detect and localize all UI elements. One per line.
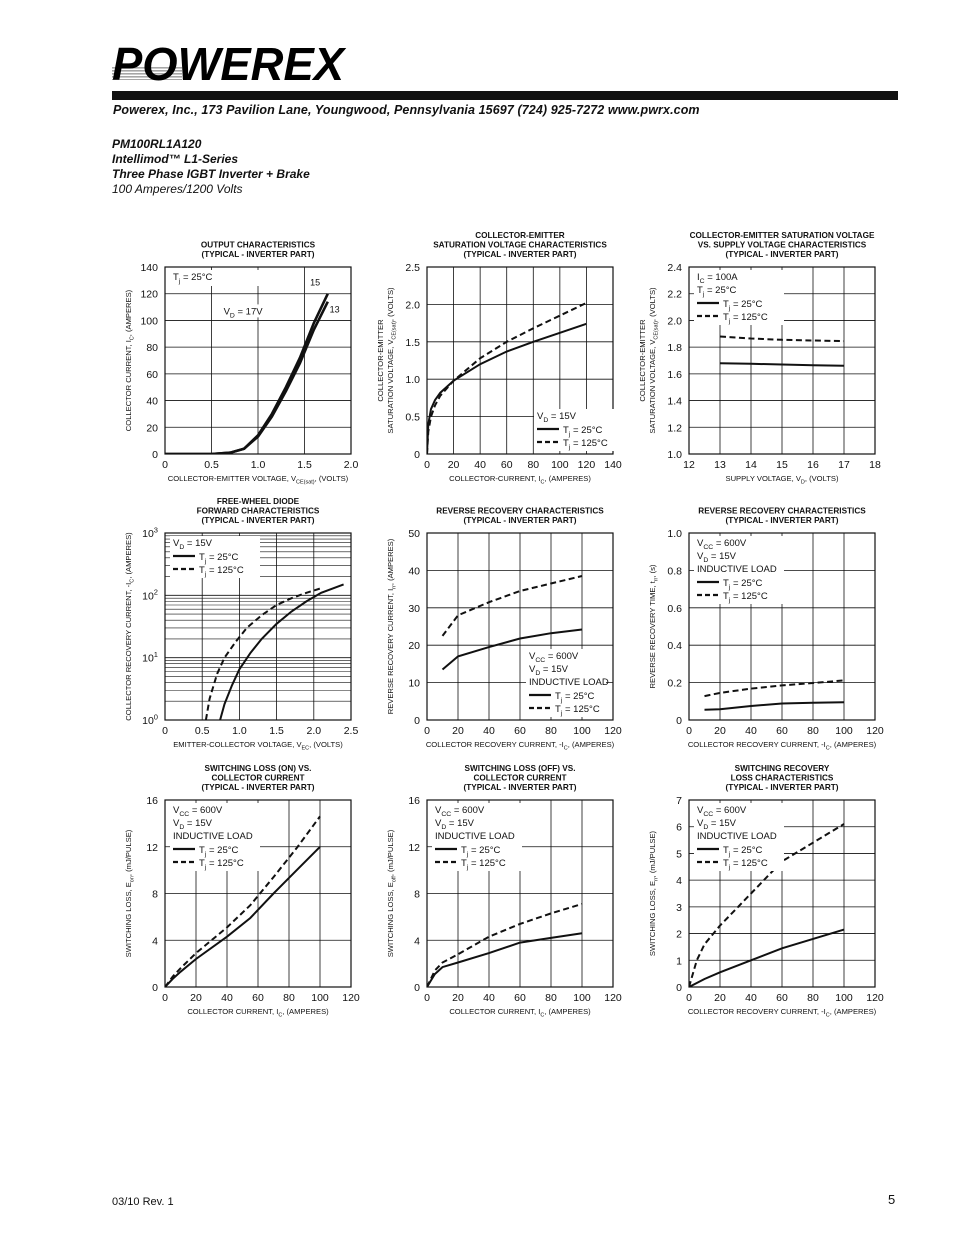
x-tick-label: 120 — [604, 725, 622, 737]
chart-title: (TYPICAL - INVERTER PART) — [463, 250, 577, 259]
chart-title: (TYPICAL - INVERTER PART) — [201, 516, 315, 525]
x-tick-label: 40 — [474, 459, 486, 471]
y-tick-label: 0.2 — [667, 677, 682, 690]
product-description: Three Phase IGBT Inverter + Brake — [112, 167, 310, 181]
chart-title: (TYPICAL - INVERTER PART) — [201, 250, 315, 259]
y-tick-label: 0 — [676, 715, 682, 727]
annotation-text: $V_D = 15V$ — [173, 818, 213, 831]
annotation-text: INDUCTIVE LOAD — [697, 831, 777, 842]
annotation-text: $V_D = 15V$ — [435, 818, 475, 831]
x-tick-label: 100 — [551, 459, 569, 471]
y-tick-label: 1 — [676, 955, 682, 968]
x-tick-label: 100 — [573, 725, 591, 737]
x-tick-label: 20 — [714, 725, 726, 737]
y-tick-label: 0 — [414, 449, 420, 461]
legend-label: $T_j = 25^\circ C$ — [461, 845, 501, 858]
x-tick-label: 2.5 — [343, 725, 359, 737]
legend-label: $T_j = 25^\circ C$ — [563, 425, 603, 438]
chart-title: (TYPICAL - INVERTER PART) — [725, 516, 839, 525]
x-axis-label: COLLECTOR RECOVERY CURRENT, $-I_C$, (AMPERES) — [687, 740, 877, 752]
chart-title: COLLECTOR CURRENT — [211, 773, 305, 783]
annotation-text: $T_j = 25^\circ C$ — [173, 272, 213, 285]
x-tick-label: 80 — [807, 725, 819, 737]
y-tick-label: $10^0$ — [142, 712, 158, 727]
legend-label: $T_j = 25^\circ C$ — [723, 299, 763, 312]
x-tick-label: 80 — [807, 992, 819, 1004]
y-tick-label: 100 — [140, 315, 158, 328]
chart-title: SWITCHING RECOVERY — [734, 764, 830, 773]
legend-label: $T_j = 125^\circ C$ — [723, 858, 768, 871]
y-tick-label: 50 — [408, 528, 420, 540]
chart-title: COLLECTOR CURRENT — [473, 773, 567, 783]
curve-label: 13 — [329, 304, 340, 315]
x-tick-label: 2.0 — [343, 459, 359, 471]
annotation-text: INDUCTIVE LOAD — [529, 677, 609, 688]
x-tick-label: 1.0 — [250, 459, 266, 471]
y-tick-label: 120 — [140, 288, 158, 301]
x-tick-label: 0 — [162, 459, 168, 471]
x-tick-label: 0.5 — [194, 725, 210, 737]
part-number: PM100RL1A120 — [112, 137, 202, 151]
y-tick-label: 30 — [408, 602, 420, 615]
x-tick-label: 16 — [807, 459, 819, 471]
x-tick-label: 1.5 — [297, 459, 312, 471]
chart-title: REVERSE RECOVERY CHARACTERISTICS — [698, 506, 866, 516]
x-tick-label: 2.0 — [306, 725, 322, 737]
y-tick-label: $10^1$ — [142, 649, 158, 665]
chart-title: (TYPICAL - INVERTER PART) — [463, 783, 577, 792]
annotation-text: $I_C = 100A$ — [697, 272, 738, 285]
legend-label: $T_j = 125^\circ C$ — [199, 858, 244, 871]
x-tick-label: 140 — [604, 459, 622, 471]
series-line — [427, 904, 582, 987]
y-tick-label: 2.0 — [405, 299, 420, 312]
series-line — [720, 363, 844, 366]
y-tick-label: 20 — [408, 640, 420, 653]
y-tick-label: $10^3$ — [142, 525, 158, 540]
y-tick-label: 0 — [414, 715, 420, 727]
series-line — [443, 576, 583, 636]
y-axis-label: COLLECTOR-EMITTER — [638, 319, 647, 402]
annotation-text: $V_{CC} = 600V$ — [697, 805, 747, 818]
x-tick-label: 60 — [776, 992, 788, 1004]
legend-label: $T_j = 125^\circ C$ — [199, 565, 244, 578]
y-tick-label: 2 — [676, 928, 682, 941]
annotation-text: $V_D = 15V$ — [697, 818, 737, 831]
annotation-text: $V_D = 15V$ — [697, 551, 737, 564]
chart-title: VS. SUPPLY VOLTAGE CHARACTERISTICS — [697, 240, 867, 250]
x-tick-label: 15 — [776, 459, 788, 471]
x-tick-label: 0.5 — [204, 459, 219, 471]
y-tick-label: 4 — [152, 935, 158, 948]
y-axis-label: SWITCHING LOSS, $E_{on}$, (mJ/PULSE) — [124, 829, 136, 958]
y-tick-label: 2.4 — [667, 262, 682, 274]
x-tick-label: 120 — [577, 459, 596, 471]
annotation-text: $V_D = 15V$ — [173, 538, 213, 551]
x-tick-label: 100 — [573, 992, 591, 1004]
x-tick-label: 40 — [483, 725, 495, 737]
y-tick-label: 0.4 — [667, 640, 682, 653]
legend-label: $T_j = 125^\circ C$ — [555, 704, 600, 717]
y-tick-label: 3 — [676, 901, 682, 914]
chart-title: COLLECTOR-EMITTER SATURATION VOLTAGE — [689, 231, 875, 240]
annotation-text: $V_{CC} = 600V$ — [435, 805, 485, 818]
x-tick-label: 60 — [514, 725, 526, 737]
annotation-text: INDUCTIVE LOAD — [173, 831, 253, 842]
company-address: Powerex, Inc., 173 Pavilion Lane, Youngwood, Pennsylvania 15697 (724) 925-7272 www.pwrx.com — [113, 103, 700, 117]
x-tick-label: 0 — [424, 992, 430, 1004]
y-tick-label: 80 — [146, 342, 158, 355]
x-tick-label: 12 — [683, 459, 695, 471]
y-axis-label: REVERSE RECOVERY CURRENT, $I_{rr}$, (AMPERES) — [386, 538, 398, 715]
x-tick-label: 40 — [221, 992, 233, 1004]
x-tick-label: 60 — [514, 992, 526, 1004]
y-tick-label: 4 — [414, 935, 420, 948]
x-tick-label: 80 — [545, 725, 557, 737]
x-tick-label: 120 — [866, 725, 884, 737]
y-tick-label: 0.5 — [405, 411, 420, 424]
series-line — [689, 930, 844, 987]
legend-label: $T_j = 25^\circ C$ — [555, 691, 595, 704]
y-axis-label: SATURATION VOLTAGE, $V_{CE(sat)}$, (VOLTS) — [386, 287, 398, 434]
series-line — [206, 588, 321, 720]
x-tick-label: 17 — [838, 459, 850, 471]
x-axis-label: COLLECTOR CURRENT, $I_C$, (AMPERES) — [449, 1007, 591, 1019]
x-tick-label: 40 — [483, 992, 495, 1004]
y-tick-label: 1.0 — [405, 374, 420, 387]
y-tick-label: 140 — [140, 262, 158, 274]
x-tick-label: 20 — [190, 992, 202, 1004]
x-tick-label: 60 — [776, 725, 788, 737]
y-tick-label: 12 — [408, 841, 420, 854]
chart-title: (TYPICAL - INVERTER PART) — [201, 783, 315, 792]
series-name: Intellimod™ L1-Series — [112, 152, 239, 166]
y-tick-label: 2.0 — [667, 315, 682, 328]
chart-title: (TYPICAL - INVERTER PART) — [725, 783, 839, 792]
annotation-text: INDUCTIVE LOAD — [435, 831, 515, 842]
y-tick-label: 16 — [408, 795, 420, 807]
x-axis-label: EMITTER-COLLECTOR VOLTAGE, $V_{EC}$, (VOLTS) — [173, 740, 343, 752]
y-tick-label: 1.0 — [667, 449, 682, 461]
series-line — [165, 302, 328, 454]
legend-label: $T_j = 125^\circ C$ — [723, 591, 768, 604]
y-tick-label: $10^2$ — [142, 587, 158, 603]
x-axis-label: COLLECTOR CURRENT, $I_C$, (AMPERES) — [187, 1007, 329, 1019]
chart-title: (TYPICAL - INVERTER PART) — [725, 250, 839, 259]
y-tick-label: 0 — [152, 982, 158, 994]
y-tick-label: 40 — [408, 565, 420, 578]
x-tick-label: 18 — [869, 459, 881, 471]
product-rating: 100 Amperes/1200 Volts — [112, 182, 243, 196]
legend-label: $T_j = 125^\circ C$ — [461, 858, 506, 871]
chart-title: REVERSE RECOVERY CHARACTERISTICS — [436, 506, 604, 516]
annotation-text: $V_D = 15V$ — [537, 411, 577, 424]
chart-title: SATURATION VOLTAGE CHARACTERISTICS — [433, 240, 607, 250]
revision-label: 03/10 Rev. 1 — [112, 1196, 174, 1208]
legend-label: $T_j = 25^\circ C$ — [723, 578, 763, 591]
y-tick-label: 7 — [676, 795, 682, 807]
x-tick-label: 80 — [545, 992, 557, 1004]
annotation-text: INDUCTIVE LOAD — [697, 564, 777, 575]
x-tick-label: 100 — [835, 725, 853, 737]
chart-title: SWITCHING LOSS (ON) VS. — [204, 764, 312, 773]
y-tick-label: 1.8 — [667, 342, 682, 355]
series-line — [705, 702, 845, 710]
x-tick-label: 120 — [866, 992, 884, 1004]
y-tick-label: 5 — [676, 848, 682, 861]
y-tick-label: 2.5 — [405, 262, 420, 274]
svg-text:POWEREX: POWEREX — [112, 40, 347, 88]
x-tick-label: 40 — [745, 992, 757, 1004]
y-tick-label: 1.0 — [667, 528, 682, 540]
y-tick-label: 2.2 — [667, 288, 682, 301]
chart-title: (TYPICAL - INVERTER PART) — [463, 516, 577, 525]
y-axis-label: SWITCHING LOSS, $E_{off}$, (mJ/PULSE) — [386, 829, 398, 958]
annotation-text: $V_{CC} = 600V$ — [697, 538, 747, 551]
y-tick-label: 0 — [414, 982, 420, 994]
y-tick-label: 0.6 — [667, 602, 682, 615]
legend-label: $T_j = 25^\circ C$ — [723, 845, 763, 858]
y-tick-label: 1.2 — [667, 422, 682, 435]
y-tick-label: 4 — [676, 875, 682, 888]
x-tick-label: 100 — [835, 992, 853, 1004]
x-tick-label: 0 — [424, 725, 430, 737]
page-number: 5 — [888, 1192, 896, 1207]
x-axis-label: COLLECTOR RECOVERY CURRENT, $-I_C$, (AMPERES) — [687, 1007, 877, 1019]
chart-title: COLLECTOR-EMITTER — [475, 231, 565, 240]
chart-title: FORWARD CHARACTERISTICS — [196, 506, 320, 516]
y-axis-label: REVERSE RECOVERY TIME, $t_{rr}$, (s) — [648, 564, 660, 689]
y-tick-label: 60 — [146, 368, 158, 381]
y-tick-label: 10 — [408, 677, 420, 690]
x-tick-label: 120 — [604, 992, 622, 1004]
curve-label: 15 — [310, 277, 321, 288]
annotation-text: $V_D = 15V$ — [529, 664, 569, 677]
y-tick-label: 40 — [146, 395, 158, 408]
annotation-text: $V_{CC} = 600V$ — [529, 651, 579, 664]
x-tick-label: 60 — [500, 459, 513, 471]
y-axis-label: SWITCHING LOSS, $E_{rr}$, (mJ/PULSE) — [648, 830, 660, 957]
x-tick-label: 100 — [311, 992, 329, 1004]
series-line — [427, 933, 582, 987]
y-axis-label: SATURATION VOLTAGE, $V_{CE(sat)}$, (VOLTS) — [648, 287, 660, 434]
y-tick-label: 8 — [414, 888, 420, 901]
y-tick-label: 12 — [146, 841, 158, 854]
y-axis-label: COLLECTOR CURRENT, $I_C$, (AMPERES) — [124, 289, 136, 432]
chart-title: LOSS CHARACTERISTICS — [730, 773, 834, 783]
x-tick-label: 0 — [162, 725, 168, 737]
annotation-text: $V_{CC} = 600V$ — [173, 805, 223, 818]
y-tick-label: 20 — [146, 422, 158, 435]
y-tick-label: 0 — [152, 449, 158, 461]
chart-title: FREE-WHEEL DIODE — [216, 497, 300, 506]
x-tick-label: 14 — [745, 459, 757, 471]
chart-title: SWITCHING LOSS (OFF) VS. — [464, 764, 576, 773]
x-tick-label: 20 — [452, 992, 464, 1004]
annotation-text: $V_D = 17V$ — [223, 306, 263, 320]
x-axis-label: SUPPLY VOLTAGE, $V_D$, (VOLTS) — [725, 474, 839, 486]
x-tick-label: 120 — [342, 992, 360, 1004]
y-tick-label: 1.4 — [667, 395, 682, 408]
y-tick-label: 16 — [146, 795, 158, 807]
y-tick-label: 1.6 — [667, 368, 682, 381]
x-tick-label: 13 — [714, 459, 726, 471]
x-axis-label: COLLECTOR-EMITTER VOLTAGE, $V_{CE(sat)}$, (VOLTS) — [167, 474, 349, 486]
x-tick-label: 80 — [527, 459, 540, 471]
x-tick-label: 20 — [447, 459, 460, 471]
annotation-text: $T_j = 25^\circ C$ — [697, 285, 737, 298]
x-tick-label: 1.5 — [269, 725, 284, 737]
x-tick-label: 20 — [714, 992, 726, 1004]
y-axis-label: COLLECTOR-EMITTER — [376, 319, 385, 402]
legend-label: $T_j = 125^\circ C$ — [563, 438, 608, 451]
x-tick-label: 0 — [686, 992, 692, 1004]
x-tick-label: 0 — [424, 459, 430, 471]
x-tick-label: 0 — [162, 992, 168, 1004]
legend-label: $T_j = 25^\circ C$ — [199, 845, 239, 858]
x-tick-label: 60 — [252, 992, 264, 1004]
chart-title: OUTPUT CHARACTERISTICS — [200, 240, 316, 250]
x-tick-label: 0 — [686, 725, 692, 737]
legend-label: $T_j = 25^\circ C$ — [199, 552, 239, 565]
x-axis-label: COLLECTOR-CURRENT, $I_C$, (AMPERES) — [449, 474, 591, 486]
y-tick-label: 1.5 — [405, 336, 420, 349]
x-tick-label: 40 — [745, 725, 757, 737]
x-tick-label: 1.0 — [232, 725, 247, 737]
x-axis-label: COLLECTOR RECOVERY CURRENT, $-I_C$, (AMPERES) — [425, 740, 615, 752]
legend-label: $T_j = 125^\circ C$ — [723, 312, 768, 325]
y-axis-label: COLLECTOR RECOVERY CURRENT, $-I_C$, (AMPERES) — [124, 532, 136, 721]
y-tick-label: 8 — [152, 888, 158, 901]
x-tick-label: 20 — [452, 725, 464, 737]
x-tick-label: 80 — [283, 992, 295, 1004]
y-tick-label: 0 — [676, 982, 682, 994]
y-tick-label: 0.8 — [667, 565, 682, 578]
y-tick-label: 6 — [676, 821, 682, 834]
